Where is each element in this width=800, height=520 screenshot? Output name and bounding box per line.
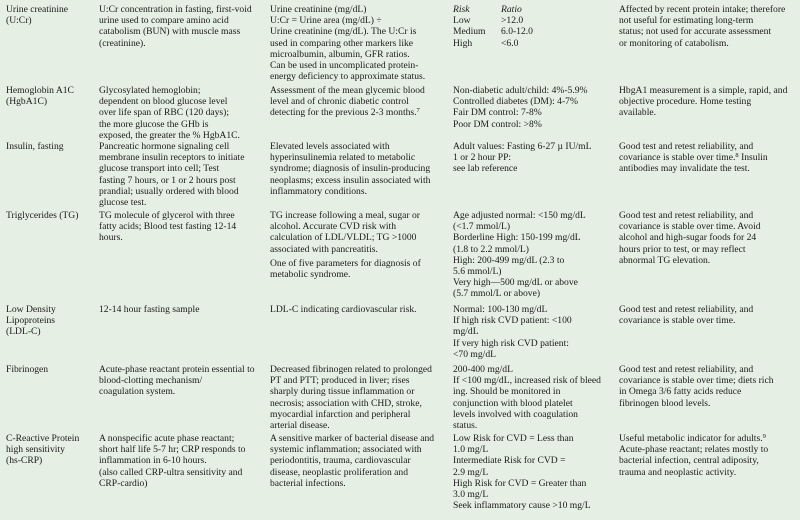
text-line: coagulation system. [99, 386, 176, 398]
reference-values [453, 85, 613, 130]
text-line: TG molecule of glycerol with three [99, 210, 235, 221]
text-line: TG increase following a meal, sugar or [270, 210, 420, 221]
ratio-value: 6.0-12.0 [501, 26, 533, 38]
text-line: the more glucose the GHb is [99, 118, 209, 130]
text-line: fibrinogen blood levels. [619, 397, 711, 409]
text-line: inflammation in 6-10 hours. [99, 455, 207, 467]
text-line: hours prior to test, or may reflect [619, 243, 746, 255]
text-line: Age adjusted normal: <150 mg/dL [453, 210, 586, 221]
text-line: status; not used for accurate assessment [619, 26, 772, 38]
text-line: Borderline High: 150-199 mg/dL [453, 232, 581, 244]
text-line [619, 433, 797, 444]
test-comments [619, 364, 797, 409]
text-line: alcohol and high-sugar foods for 24 [619, 232, 757, 244]
text-line: Affected by recent protein intake; therefore [619, 4, 786, 15]
reference-values [453, 4, 613, 49]
text-line: short half life 5-7 hr; CRP responds to [99, 444, 246, 456]
text-line: used in comparing other markers like [270, 37, 414, 49]
text-line [270, 107, 448, 118]
text-line: microalbumin, albumin, GFR ratios. [270, 48, 410, 60]
text-line: Urine creatinine (mg/dL) [270, 4, 367, 15]
text-line: If very high risk CVD patient: [453, 337, 569, 349]
text-line: (1.8 to 2.2 mmol/L) [453, 243, 529, 255]
test-comments [619, 304, 797, 326]
text-line: Good test and retest reliability, and [619, 304, 754, 315]
test-comments [619, 85, 797, 119]
test-description [99, 433, 262, 489]
test-indication [270, 433, 448, 489]
test-name [6, 4, 94, 26]
footnote-ref: 9 [762, 433, 766, 440]
text-line: Hemoglobin A1C [6, 85, 74, 96]
test-description [99, 85, 262, 141]
text-line: C-Reactive Protein [6, 433, 80, 444]
reference-values [453, 141, 613, 175]
reference-values [453, 210, 613, 300]
text-line: Acute-phase reactant; relates mostly to [619, 444, 769, 456]
test-name [6, 141, 94, 152]
text-line: calculation of LDL/VLDL; TG >1000 [270, 232, 417, 244]
text-segment: detecting for the previous 2-3 months. [270, 107, 417, 119]
text-line: PT and PTT; produced in liver; rises [270, 375, 410, 387]
text-line: (U:Cr) [6, 15, 32, 27]
text-line: A sensitive marker of bacterial disease and [270, 433, 435, 444]
risk-ratio-table [453, 4, 533, 49]
text-line: U:Cr = Urine area (mg/dL) ÷ [270, 15, 382, 27]
text-line: Adult values: Fasting 6-27 µ IU/mL [453, 141, 592, 152]
text-line: exposed, the greater the % HgbA1C. [99, 129, 240, 141]
text-line: urine used to compare amino acid [99, 15, 229, 27]
text-line: periodontitis, trauma, cardiovascular [270, 455, 411, 467]
text-line: glucose test. [99, 197, 147, 209]
risk-label: Low [453, 15, 471, 27]
ratio-value: >12.0 [501, 15, 524, 27]
text-line: bacterial infections. [270, 477, 346, 489]
test-description [99, 4, 262, 49]
text-segment: Insulin [738, 152, 768, 164]
text-line: systemic inflammation; associated with [270, 444, 422, 456]
text-line: <70 mg/dL [453, 348, 496, 360]
test-comments [619, 210, 797, 266]
text-line: Seek inflammatory cause >10 mg/L [453, 500, 591, 512]
text-line: (hs-CRP) [6, 455, 43, 467]
text-line: hyperinsulinemia related to metabolic [270, 152, 416, 164]
risk-label: Medium [453, 26, 486, 38]
text-line: Poor DM control: >8% [453, 118, 542, 130]
text-line: Acute-phase reactant protein essential to [99, 364, 255, 375]
text-line: in Omega 3/6 fatty acids reduce [619, 386, 742, 398]
text-line: Non-diabetic adult/child: 4%-5.9% [453, 85, 588, 96]
text-line: Good test and retest reliability, and [619, 210, 754, 221]
text-line: (5.7 mmol/L or above) [453, 288, 541, 300]
test-description [99, 210, 262, 244]
text-line: glucose transport into cell; Test [99, 163, 220, 175]
text-line: 1.0 mg/L [453, 444, 489, 456]
text-line: abnormal TG elevation. [619, 254, 711, 266]
text-line [619, 152, 797, 163]
text-line: neoplasms; excess insulin associated with [270, 174, 431, 186]
text-line: hours. [99, 232, 123, 244]
text-line: Lipoproteins [6, 315, 56, 327]
text-line: Can be used in uncomplicated protein- [270, 60, 419, 72]
text-line: CRP-cardio) [99, 477, 148, 489]
text-line: Fibrinogen [6, 364, 49, 375]
text-line: Insulin, fasting [6, 141, 64, 152]
text-line: High: 200-499 mg/dL (2.3 to [453, 254, 565, 266]
text-line: Urine creatinine [6, 4, 69, 15]
text-line: Urine creatinine (mg/dL). The U:Cr is [270, 26, 417, 38]
text-line: (creatinine). [99, 37, 146, 49]
text-line: or monitoring of catabolism. [619, 37, 729, 49]
text-line: catabolism (BUN) with muscle mass [99, 26, 241, 38]
test-indication [270, 4, 448, 82]
footnote-ref: 8 [735, 152, 739, 160]
text-line: U:Cr concentration in fasting, first-void [99, 4, 252, 15]
text-line: covariance is stable over time. [619, 315, 736, 327]
text-line: (<1.7 mmol/L) [453, 221, 511, 233]
text-line: energy deficiency to approximate status. [270, 71, 426, 83]
text-line: Low Risk for CVD = Less than [453, 433, 574, 444]
footnote-ref: 7 [416, 107, 420, 115]
text-line: over life span of RBC (120 days); [99, 107, 230, 119]
text-line: mg/dL [453, 326, 479, 338]
test-name [6, 364, 94, 375]
text-line: bacterial infection, central adiposity, [619, 455, 759, 467]
text-line: (LDL-C) [6, 326, 41, 338]
text-line: conjunction with blood platelet [453, 397, 573, 409]
reference-values [453, 364, 613, 431]
text-line: Decreased fibrinogen related to prolonged [270, 364, 432, 375]
text-line: 3.0 mg/L [453, 489, 489, 501]
test-indication [270, 85, 448, 119]
text-line: Assessment of the mean glycemic blood [270, 85, 425, 96]
text-line: syndrome; diagnosis of insulin-producing [270, 163, 431, 175]
text-line: If <100 mg/dL, increased risk of bleed [453, 375, 601, 387]
text-line: associated with pancreatitis. [270, 243, 378, 255]
text-line: antibodies may invalidate the test. [619, 163, 750, 175]
test-name [6, 304, 94, 338]
ratio-value: <6.0 [501, 37, 519, 49]
text-line: Glycosylated hemoglobin; [99, 85, 201, 96]
text-line: fasting 7 hours, or 1 or 2 hours post [99, 174, 236, 186]
text-line: metabolic syndrome. [270, 269, 351, 281]
text-line: sharply during tissue inflammation or [270, 386, 415, 398]
text-line: 5.6 mmol/L) [453, 266, 502, 278]
text-line: 1 or 2 hour PP: [453, 152, 512, 164]
text-line: Intermediate Risk for CVD = [453, 455, 566, 467]
text-line: Fair DM control: 7-8% [453, 107, 542, 119]
reference-values [453, 304, 613, 360]
test-comments [619, 141, 797, 175]
text-line: Low Density [6, 304, 56, 315]
text-line: ing. Should be monitored in [453, 386, 561, 398]
text-line: myocardial infarction and peripheral [270, 408, 411, 420]
test-description [99, 364, 262, 398]
text-line: arterial disease. [270, 420, 330, 432]
test-indication [270, 304, 448, 315]
text-line: fatty acids; Blood test fasting 12-14 [99, 221, 237, 233]
text-line: Elevated levels associated with [270, 141, 390, 152]
test-name [6, 433, 94, 467]
risk-header: Risk [453, 4, 470, 15]
text-line: Controlled diabetes (DM): 4-7% [453, 96, 578, 108]
text-line: A nonspecific acute phase reactant; [99, 433, 235, 444]
test-name [6, 210, 94, 221]
test-indication [270, 141, 448, 197]
text-line: HbgA1 measurement is a simple, rapid, and [619, 85, 788, 96]
text-segment: covariance is stable over time. [619, 152, 736, 164]
text-line: blood-clotting mechanism/ [99, 375, 203, 387]
text-line: If high risk CVD patient: <100 [453, 315, 572, 327]
test-description [99, 304, 262, 315]
text-line: Pancreatic hormone signaling cell [99, 141, 230, 152]
text-line: necrosis; association with CHD, stroke, [270, 397, 422, 409]
test-indication [270, 364, 448, 431]
text-line: available. [619, 107, 657, 119]
text-line: 200-400 mg/dL [453, 364, 513, 375]
risk-label: High [453, 37, 473, 49]
text-line: status. [453, 420, 478, 432]
text-line: Very high—500 mg/dL or above [453, 277, 578, 289]
text-line: covariance is stable over time; diets rich [619, 375, 774, 387]
text-line: alcohol. Accurate CVD risk with [270, 221, 397, 233]
ratio-header: Ratio [501, 4, 522, 15]
text-line: (HgbA1C) [6, 96, 48, 108]
text-line: covariance is stable over time. Avoid [619, 221, 761, 233]
text-line: 2.9 mg/L [453, 466, 489, 478]
text-line: inflammatory conditions. [270, 185, 367, 197]
test-name [6, 85, 94, 107]
text-line: prandial; usually ordered with blood [99, 185, 239, 197]
text-line: trauma and neoplastic activity. [619, 466, 737, 478]
text-line: Good test and retest reliability, and [619, 364, 754, 375]
text-line: disease, neoplastic proliferation and [270, 466, 408, 478]
text-line: level and of chronic diabetic control [270, 96, 409, 108]
text-line: high sensitivity [6, 444, 65, 456]
text-line: objective procedure. Home testing [619, 96, 752, 108]
test-comments [619, 4, 797, 49]
text-line: Triglycerides (TG) [6, 210, 79, 221]
text-line: dependent on blood glucose level [99, 96, 228, 108]
text-line: not useful for estimating long-term [619, 15, 754, 27]
text-line: levels involved with coagulation [453, 408, 578, 420]
text-line: High Risk for CVD = Greater than [453, 477, 587, 489]
test-description [99, 141, 262, 208]
text-line: One of five parameters for diagnosis of [270, 257, 421, 269]
text-line: see lab reference [453, 163, 518, 175]
test-indication [270, 210, 448, 280]
reference-values [453, 433, 613, 511]
text-line: LDL-C indicating cardiovascular risk. [270, 304, 417, 315]
text-line: Good test and retest reliability, and [619, 141, 754, 152]
text-segment: Useful metabolic indicator for adults. [619, 433, 763, 444]
test-comments [619, 433, 797, 478]
text-line: 12-14 hour fasting sample [99, 304, 200, 315]
text-line: (also called CRP-ultra sensitivity and [99, 466, 243, 478]
text-line: membrane insulin receptors to initiate [99, 152, 245, 164]
text-line: Normal: 100-130 mg/dL [453, 304, 548, 315]
